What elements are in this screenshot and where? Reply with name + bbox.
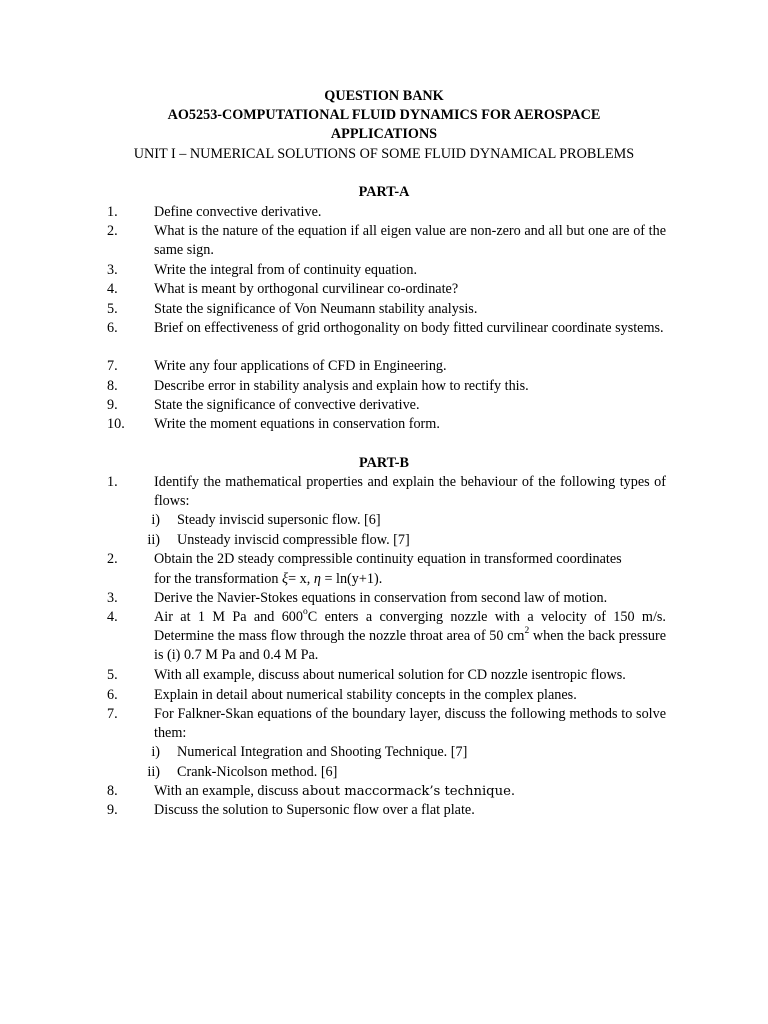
question-text: With an example, discuss about maccormack’s technique.	[154, 783, 516, 799]
part-b-heading: PART-B	[359, 455, 409, 471]
xi-symbol: ξ	[282, 571, 289, 587]
question-text: What is the nature of the equation if all eigen value are non-zero and all but one are of the same sign.	[154, 223, 666, 259]
document-title: QUESTION BANK	[324, 88, 444, 104]
question-number: 1.	[107, 204, 118, 220]
question-text: What is meant by orthogonal curvilinear co-ordinate?	[154, 281, 459, 297]
degree-superscript: o	[303, 607, 308, 618]
question-text: Derive the Navier-Stokes equations in conservation from second law of motion.	[154, 590, 608, 606]
sub-question-text: Numerical Integration and Shooting Technique. [7]	[177, 744, 468, 760]
question-number: 5.	[107, 301, 118, 317]
question-text: Explain in detail about numerical stability concepts in the complex planes.	[154, 687, 577, 703]
question-number: 9.	[107, 397, 118, 413]
sub-question-text: Crank-Nicolson method. [6]	[177, 764, 338, 780]
question-text: Write the integral from of continuity equation.	[154, 262, 418, 278]
course-title-line2: APPLICATIONS	[330, 126, 438, 142]
question-text: Describe error in stability analysis and explain how to rectify this.	[154, 378, 529, 394]
question-text: Define convective derivative.	[154, 204, 322, 220]
question-number: 6.	[107, 320, 118, 336]
unit-title: UNIT I – NUMERICAL SOLUTIONS OF SOME FLUID DYNAMICAL PROBLEMS	[133, 146, 635, 162]
question-text-line2: for the transformation ξ= x, η = ln(y+1).	[154, 571, 383, 587]
sub-question-number: ii)	[147, 532, 160, 548]
sub-question-text: Unsteady inviscid compressible flow. [7]	[177, 532, 410, 548]
question-number: 7.	[107, 358, 118, 374]
question-number: 2.	[107, 223, 118, 239]
sub-question-number: i)	[151, 512, 160, 528]
question-number: 9.	[107, 802, 118, 818]
question-text: For Falkner-Skan equations of the boundary layer, discuss the following methods to solve them:	[154, 706, 666, 742]
question-number: 4.	[107, 609, 118, 625]
question-number: 6.	[107, 687, 118, 703]
question-text-line1: Obtain the 2D steady compressible continuity equation in transformed coordinates	[154, 551, 622, 567]
sub-question-text: Steady inviscid supersonic flow. [6]	[177, 512, 381, 528]
question-number: 3.	[107, 262, 118, 278]
course-title-line1: AO5253-COMPUTATIONAL FLUID DYNAMICS FOR AEROSPACE	[167, 107, 601, 123]
question-number: 1.	[107, 474, 118, 490]
question-number: 8.	[107, 378, 118, 394]
question-text: Brief on effectiveness of grid orthogonality on body fitted curvilinear coordinate systems.	[154, 320, 664, 336]
question-number: 10.	[107, 416, 125, 432]
question-number: 4.	[107, 281, 118, 297]
question-number: 7.	[107, 706, 118, 722]
question-number: 5.	[107, 667, 118, 683]
sub-question-number: ii)	[147, 764, 160, 780]
question-number: 8.	[107, 783, 118, 799]
question-number: 2.	[107, 551, 118, 567]
squared-superscript: 2	[524, 626, 530, 637]
part-a-heading: PART-A	[358, 184, 410, 200]
question-text: With all example, discuss about numerical solution for CD nozzle isentropic flows.	[154, 667, 626, 683]
question-text: Identify the mathematical properties and explain the behaviour of the following types of flows:	[154, 474, 666, 510]
question-number: 3.	[107, 590, 118, 606]
question-text: Write the moment equations in conservation form.	[154, 416, 440, 432]
question-text: State the significance of convective derivative.	[154, 397, 420, 413]
question-text: Air at 1 M Pa and 600$^o$C enters a converging nozzle with a velocity of 150 m/s. Determine the mass flow through the nozzle throat area of 50 $cm^2$ when the back pressure is (i) 0.7 M Pa and 0.4 M Pa.	[154, 607, 667, 664]
sub-question-number: i)	[151, 744, 160, 760]
question-text: Discuss the solution to Supersonic flow over a flat plate.	[154, 802, 475, 818]
question-text: State the significance of Von Neumann stability analysis.	[154, 301, 478, 317]
question-text: Write any four applications of CFD in Engineering.	[154, 358, 447, 374]
eta-symbol: η	[313, 571, 321, 587]
